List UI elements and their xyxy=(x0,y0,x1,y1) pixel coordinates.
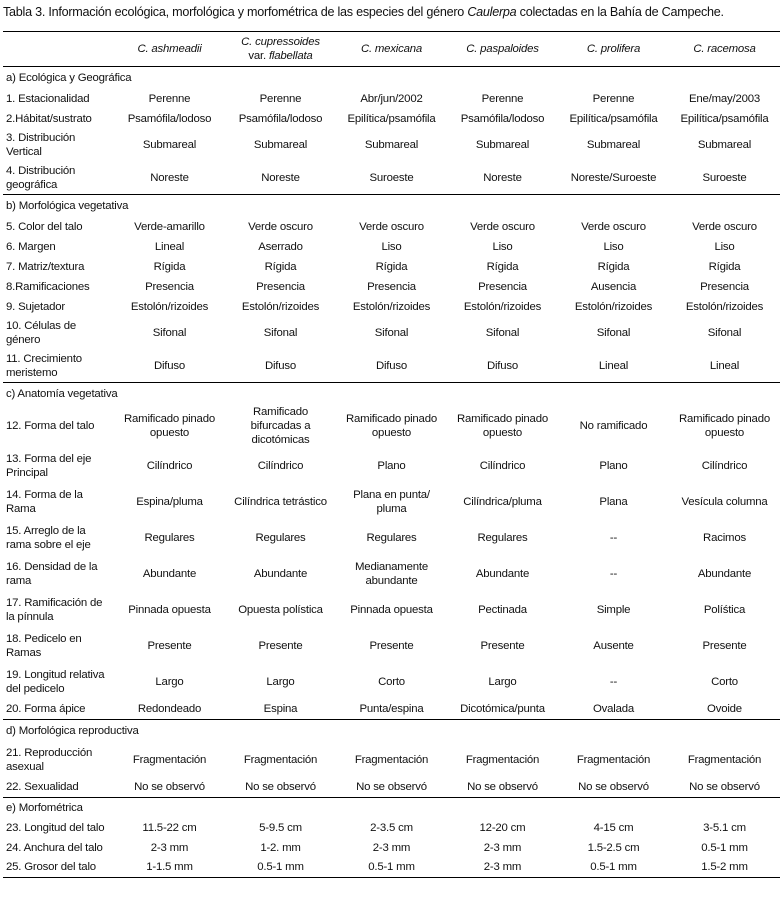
table-cell: Ausente xyxy=(593,639,634,652)
table-row xyxy=(3,778,780,798)
row-label: 16. Densidad de la rama xyxy=(6,560,98,587)
row-label: 18. Pedicelo en Ramas xyxy=(6,632,82,659)
table-cell: Ovalada xyxy=(592,703,635,716)
table-cell: Liso xyxy=(603,240,624,253)
table-cell: Submareal xyxy=(475,139,530,151)
table-row xyxy=(3,162,780,195)
row-label: 6. Margen xyxy=(6,240,56,253)
table-row xyxy=(3,700,780,720)
table-cell: Lineal xyxy=(154,240,185,253)
table-cell: Presente xyxy=(480,639,525,652)
table-row xyxy=(3,484,780,520)
table-cell: No ramificado xyxy=(579,420,648,432)
table-cell: Fragmentación xyxy=(687,753,762,766)
table-cell: Abr/jun/2002 xyxy=(360,92,423,105)
header-blank xyxy=(3,32,114,67)
table-cell: Difuso xyxy=(486,359,519,372)
table-cell: No se observó xyxy=(467,781,538,794)
table-cell: Submareal xyxy=(586,139,641,151)
table-cell: Ramificado pinado opuesto xyxy=(457,413,548,439)
table-cell: Ramificado bifurcadas a dicotómicas xyxy=(250,406,311,446)
table-cell: Psamófila/lodoso xyxy=(238,112,323,125)
table-cell: Estolón/rizoides xyxy=(463,300,542,313)
table-cell: Rígida xyxy=(486,260,519,273)
table-cell: Estolón/rizoides xyxy=(574,300,653,313)
table-cell: Aserrado xyxy=(258,240,303,253)
table-cell: Ramificado pinado opuesto xyxy=(346,413,437,439)
table-cell: Abundante xyxy=(475,567,530,580)
table-cell: Liso xyxy=(381,240,402,253)
section-title: d) Morfológica reproductiva xyxy=(3,720,780,742)
table-row xyxy=(3,297,780,317)
table-cell: Presencia xyxy=(256,280,305,293)
table-cell: Estolón/rizoides xyxy=(241,300,320,313)
row-label: 8.Ramificaciones xyxy=(6,280,90,293)
table-cell: Fragmentación xyxy=(354,753,429,766)
row-label: 15. Arreglo de la rama sobre el eje xyxy=(6,524,91,551)
table-cell: Submareal xyxy=(697,139,752,151)
header-c-mexicana: C. mexicana xyxy=(360,43,423,55)
table-cell: Largo xyxy=(266,675,295,688)
table-cell: Cilíndrica tetrástico xyxy=(234,495,327,508)
table-cell: Sifonal xyxy=(596,327,631,339)
table-cell: Presencia xyxy=(367,280,416,293)
section-a xyxy=(3,67,780,195)
table-cell: Noreste xyxy=(483,171,522,184)
table-row xyxy=(3,405,780,448)
caption-prefix: Tabla 3. Información ecológica, morfológica y morfométrica de las especies del género xyxy=(3,5,468,19)
table-cell: Noreste xyxy=(150,171,189,184)
header-c-cupressoides-line1: C. cupressoides xyxy=(241,36,320,48)
table-cell: Estolón/rizoides xyxy=(685,300,764,313)
table-cell: Fragmentación xyxy=(576,753,651,766)
row-label: 22. Sexualidad xyxy=(6,781,79,794)
table-row xyxy=(3,129,780,162)
header-c-prolifera: C. prolifera xyxy=(586,43,641,55)
table-cell: Ovoide xyxy=(707,703,742,716)
table-cell: Liso xyxy=(492,240,513,253)
table-cell: Sifonal xyxy=(707,327,742,339)
table-cell: Pinnada opuesta xyxy=(350,603,433,616)
table-cell: No se observó xyxy=(578,781,649,794)
table-cell: Presente xyxy=(147,639,192,652)
table-cell: Ramificado pinado opuesto xyxy=(124,413,215,439)
table-cell: Rígida xyxy=(375,260,408,273)
header-c-paspaloides: C. paspaloides xyxy=(466,43,539,55)
table-cell: Largo xyxy=(155,675,184,688)
table-cell: Epilítica/psamófila xyxy=(347,112,436,125)
table-cell: Estolón/rizoides xyxy=(130,300,209,313)
table-cell: Rígida xyxy=(708,260,741,273)
table-cell: Cilíndrico xyxy=(479,459,526,472)
table-cell: No se observó xyxy=(356,781,427,794)
row-label: 20. Forma ápice xyxy=(6,703,86,716)
row-label: 24. Anchura del talo xyxy=(6,841,103,854)
table-cell: 2-3.5 cm xyxy=(370,821,413,834)
table-cell: Liso xyxy=(714,240,735,253)
table-cell: Políśtica xyxy=(703,603,746,616)
table-cell: Abundante xyxy=(253,567,308,580)
row-label: 10. Células de género xyxy=(6,320,77,346)
table-cell: Vesícula columna xyxy=(681,495,768,508)
header-c-ashmeadii: C. ashmeadii xyxy=(137,43,202,55)
table-cell: 1.5-2 mm xyxy=(701,861,748,874)
table-cell: Medianamente abundante xyxy=(355,560,428,587)
row-label: 2.Hábitat/sustrato xyxy=(6,112,92,125)
table-cell: Largo xyxy=(488,675,517,688)
table-cell: Sifonal xyxy=(374,327,409,339)
table-cell: Epilítica/psamófila xyxy=(680,112,769,125)
header-var-label: var. xyxy=(248,50,269,62)
table-cell: Abundante xyxy=(697,567,752,580)
section-header-row xyxy=(3,383,780,405)
row-label: 23. Longitud del talo xyxy=(6,821,105,834)
header-c-cupressoides xyxy=(225,32,336,67)
table-cell: Corto xyxy=(378,675,405,688)
table-cell: Perenne xyxy=(481,92,524,105)
table-cell: No se observó xyxy=(245,781,316,794)
table-cell: 11.5-22 cm xyxy=(142,821,197,834)
row-label: 11. Crecimiento meristemo xyxy=(6,352,82,379)
table-cell: Perenne xyxy=(148,92,191,105)
table-cell: 12-20 cm xyxy=(479,821,526,834)
table-cell: Psamófila/lodoso xyxy=(127,112,212,125)
table-cell: 2-3 mm xyxy=(483,861,522,874)
table-cell: -- xyxy=(609,675,618,688)
table-row xyxy=(3,520,780,556)
table-cell: Epilítica/psamófila xyxy=(569,112,658,125)
table-cell: Submareal xyxy=(364,139,419,151)
table-cell: Noreste/Suroeste xyxy=(570,171,657,184)
table-cell: Submareal xyxy=(253,139,308,151)
table-cell: Sifonal xyxy=(152,327,187,339)
table-cell: Espina xyxy=(263,703,298,716)
table-cell: Plana en punta/ pluma xyxy=(353,488,430,515)
table-cell: Opuesta polística xyxy=(238,603,323,616)
table-cell: Simple xyxy=(596,603,631,616)
table-cell: Sifonal xyxy=(485,327,520,339)
table-cell: Verde oscuro xyxy=(470,220,535,233)
table-cell: Suroeste xyxy=(369,171,414,184)
row-label: 4. Distribución geográfica xyxy=(6,164,76,191)
table-cell: Sifonal xyxy=(263,327,298,339)
table-cell: Submareal xyxy=(142,139,197,151)
table-cell: 2-3 mm xyxy=(150,841,189,854)
table-cell: 4-15 cm xyxy=(593,821,634,834)
table-cell: Suroeste xyxy=(702,171,747,184)
row-label: 13. Forma del eje Principal xyxy=(6,452,92,479)
table-row xyxy=(3,277,780,297)
row-label: 14. Forma de la Rama xyxy=(6,488,83,515)
table-cell: -- xyxy=(609,531,618,544)
table-cell: 1-2. mm xyxy=(260,841,301,854)
table-cell: Psamófila/lodoso xyxy=(460,112,545,125)
table-cell: Verde-amarillo xyxy=(134,220,205,233)
table-cell: Difuso xyxy=(375,359,408,372)
table-cell: Cilíndrico xyxy=(257,459,304,472)
table-cell: Rígida xyxy=(264,260,297,273)
table-row xyxy=(3,217,780,237)
species-table xyxy=(3,31,780,878)
table-cell: Regulares xyxy=(366,531,417,544)
table-caption xyxy=(3,4,781,20)
caption-suffix: colectadas en la Bahía de Campeche. xyxy=(516,5,724,19)
header-c-racemosa: C. racemosa xyxy=(693,43,756,55)
row-label: 12. Forma del talo xyxy=(6,420,95,432)
row-label: 9. Sujetador xyxy=(6,300,66,313)
table-cell: Cilíndrico xyxy=(701,459,748,472)
table-cell: Pinnada opuesta xyxy=(128,603,211,616)
section-d xyxy=(3,720,780,798)
table-row xyxy=(3,592,780,628)
table-cell: Lineal xyxy=(598,359,629,372)
row-label: 17. Ramificación de la pínnula xyxy=(6,596,103,623)
table-cell: 3-5.1 cm xyxy=(703,821,746,834)
table-row xyxy=(3,350,780,383)
row-label: 1. Estacionalidad xyxy=(6,92,90,105)
row-label: 19. Longitud relativa del pedicelo xyxy=(6,668,105,695)
table-cell: Dicotómica/punta xyxy=(460,703,545,716)
table-cell: Fragmentación xyxy=(243,753,318,766)
table-cell: Punta/espina xyxy=(359,703,424,716)
table-cell: -- xyxy=(609,567,618,580)
section-b xyxy=(3,195,780,383)
table-cell: Abundante xyxy=(142,567,197,580)
table-cell: Verde oscuro xyxy=(581,220,646,233)
table-cell: Perenne xyxy=(259,92,302,105)
table-cell: Redondeado xyxy=(137,703,202,716)
table-cell: Presente xyxy=(702,639,747,652)
table-cell: Plano xyxy=(377,459,406,472)
table-cell: Perenne xyxy=(592,92,635,105)
table-cell: Ramificado pinado opuesto xyxy=(679,413,770,439)
table-cell: Fragmentación xyxy=(465,753,540,766)
table-row xyxy=(3,742,780,778)
table-cell: 2-3 mm xyxy=(483,841,522,854)
table-cell: Rígida xyxy=(153,260,186,273)
row-label: 3. Distribución Vertical xyxy=(6,132,76,158)
table-cell: No se observó xyxy=(134,781,205,794)
table-row xyxy=(3,838,780,858)
table-cell: Fragmentación xyxy=(132,753,207,766)
table-cell: Regulares xyxy=(144,531,195,544)
table-cell: Presencia xyxy=(145,280,194,293)
row-label: 21. Reproducción asexual xyxy=(6,746,93,773)
header-flabellata: flabellata xyxy=(268,50,313,62)
row-label: 5. Color del talo xyxy=(6,220,83,233)
table-cell: 1.5-2.5 cm xyxy=(587,841,640,854)
table-cell: Racimos xyxy=(703,531,746,544)
table-cell: Espina/pluma xyxy=(136,495,203,508)
table-row xyxy=(3,628,780,664)
row-label: 7. Matriz/textura xyxy=(6,260,85,273)
table-cell: Cilíndrico xyxy=(146,459,193,472)
section-title: b) Morfológica vegetativa xyxy=(3,195,780,217)
table-cell: 5-9.5 cm xyxy=(259,821,302,834)
table-row xyxy=(3,257,780,277)
table-cell: Presente xyxy=(258,639,303,652)
table-cell: Plana xyxy=(599,495,628,508)
table-cell: Verde oscuro xyxy=(248,220,313,233)
section-title: a) Ecológica y Geográfica xyxy=(3,67,780,89)
table-cell: Ene/may/2003 xyxy=(688,92,761,105)
section-title: e) Morfométrica xyxy=(3,798,780,818)
table-row xyxy=(3,237,780,257)
table-cell: Difuso xyxy=(264,359,297,372)
table-cell: Noreste xyxy=(261,171,300,184)
table-cell: Pectinada xyxy=(478,603,527,616)
header-row xyxy=(3,32,780,67)
table-cell: Rígida xyxy=(597,260,630,273)
table-row xyxy=(3,556,780,592)
table-cell: Presente xyxy=(369,639,414,652)
table-cell: Estolón/rizoides xyxy=(352,300,431,313)
table-cell: Difuso xyxy=(153,359,186,372)
table-cell: 0.5-1 mm xyxy=(701,841,748,854)
section-header-row xyxy=(3,720,780,742)
caption-genus: Caulerpa xyxy=(467,5,517,19)
section-e xyxy=(3,798,780,878)
table-cell: No se observó xyxy=(689,781,760,794)
table-cell: Plano xyxy=(599,459,628,472)
table-cell: Corto xyxy=(711,675,738,688)
table-row xyxy=(3,448,780,484)
table-row xyxy=(3,89,780,109)
table-cell: 0.5-1 mm xyxy=(590,861,637,874)
section-c xyxy=(3,383,780,720)
table-cell: Cilíndrica/pluma xyxy=(463,495,542,508)
table-header xyxy=(3,32,780,67)
table-cell: Verde oscuro xyxy=(359,220,424,233)
table-row xyxy=(3,818,780,838)
table-cell: 0.5-1 mm xyxy=(257,861,304,874)
table-row xyxy=(3,109,780,129)
section-title: c) Anatomía vegetativa xyxy=(3,383,780,405)
table-cell: Ausencia xyxy=(590,280,637,293)
section-header-row xyxy=(3,67,780,89)
table-cell: Lineal xyxy=(709,359,740,372)
table-row xyxy=(3,317,780,350)
table-cell: 0.5-1 mm xyxy=(368,861,415,874)
table-cell: Regulares xyxy=(477,531,528,544)
table-cell: Verde oscuro xyxy=(692,220,757,233)
row-label: 25. Grosor del talo xyxy=(6,861,96,874)
table-cell: Regulares xyxy=(255,531,306,544)
table-cell: Presencia xyxy=(700,280,749,293)
section-header-row xyxy=(3,798,780,818)
section-header-row xyxy=(3,195,780,217)
table-row xyxy=(3,858,780,878)
table-cell: 2-3 mm xyxy=(372,841,411,854)
table-cell: 1-1.5 mm xyxy=(146,861,193,874)
table-row xyxy=(3,664,780,700)
table-cell: Presencia xyxy=(478,280,527,293)
